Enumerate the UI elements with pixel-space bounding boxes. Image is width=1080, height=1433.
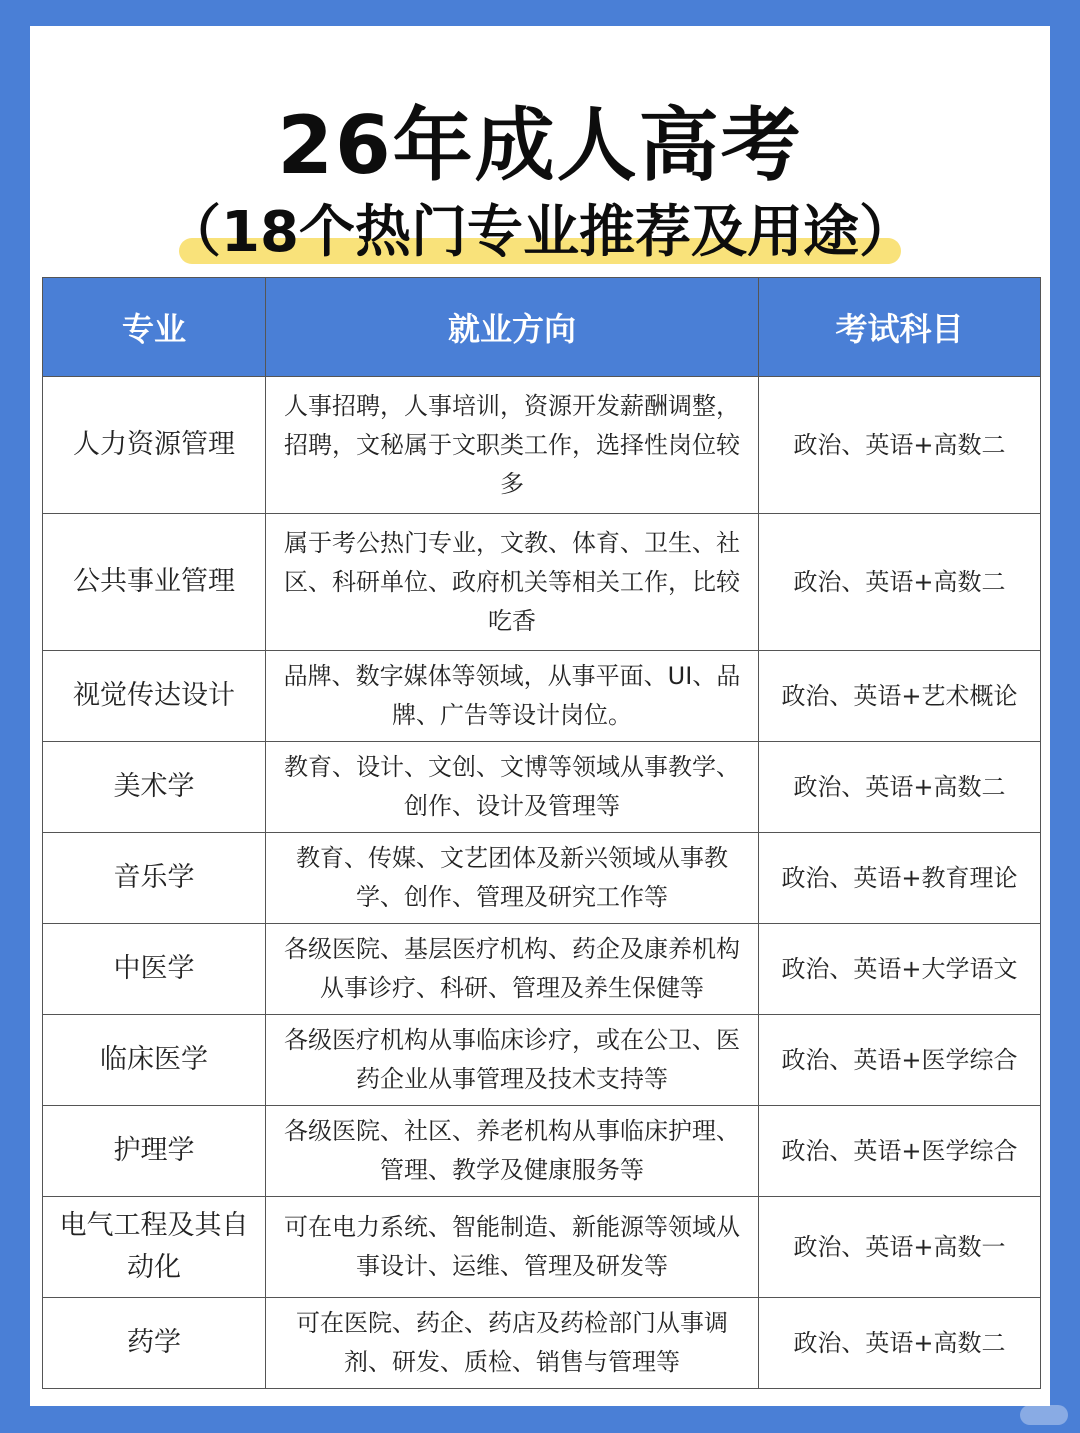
table-row [43,1106,1041,1197]
table-row [43,514,1041,651]
job-cell: 可在医院、药企、药店及药检部门从事调剂、研发、质检、销售与管理等 [266,1298,759,1389]
table-row [43,651,1041,742]
column-header-subjects: 考试科目 [759,278,1041,377]
subjects-cell: 政治、英语+高数一 [759,1197,1041,1298]
table-row [43,742,1041,833]
page-subtitle [161,198,919,268]
subjects-cell: 政治、英语+高数二 [759,514,1041,651]
column-header-job: 就业方向 [266,278,759,377]
job-cell: 教育、传媒、文艺团体及新兴领域从事教学、创作、管理及研究工作等 [266,833,759,924]
watermark-badge [1020,1405,1068,1425]
major-cell: 美术学 [43,742,266,833]
major-cell: 药学 [43,1298,266,1389]
major-cell: 视觉传达设计 [43,651,266,742]
major-cell: 护理学 [43,1106,266,1197]
subjects-cell: 政治、英语+大学语文 [759,924,1041,1015]
major-cell: 临床医学 [43,1015,266,1106]
subjects-cell: 政治、英语+高数二 [759,1298,1041,1389]
table-row [43,1197,1041,1298]
major-cell: 人力资源管理 [43,377,266,514]
subjects-cell: 政治、英语+医学综合 [759,1106,1041,1197]
table-row [43,924,1041,1015]
major-cell: 中医学 [43,924,266,1015]
subjects-cell: 政治、英语+高数二 [759,742,1041,833]
page-subtitle-text: （18个热门专业推荐及用途） [165,200,915,265]
job-cell: 各级医疗机构从事临床诊疗，或在公卫、医药企业从事管理及技术支持等 [266,1015,759,1106]
subtitle-wrap [30,198,1050,268]
column-header-major: 专业 [43,278,266,377]
subjects-cell: 政治、英语+艺术概论 [759,651,1041,742]
major-cell: 电气工程及其自动化 [43,1197,266,1298]
content-card [30,26,1050,1406]
table-row [43,833,1041,924]
table-row [43,1015,1041,1106]
majors-table [42,277,1041,1389]
major-cell: 公共事业管理 [43,514,266,651]
subjects-cell: 政治、英语+医学综合 [759,1015,1041,1106]
page-title: 26年成人高考 [277,99,803,192]
job-cell: 各级医院、社区、养老机构从事临床护理、管理、教学及健康服务等 [266,1106,759,1197]
job-cell: 人事招聘，人事培训，资源开发薪酬调整，招聘，文秘属于文职类工作，选择性岗位较多 [266,377,759,514]
job-cell: 各级医院、基层医疗机构、药企及康养机构从事诊疗、科研、管理及养生保健等 [266,924,759,1015]
table-row [43,1298,1041,1389]
subjects-cell: 政治、英语+教育理论 [759,833,1041,924]
subjects-cell: 政治、英语+高数二 [759,377,1041,514]
job-cell: 属于考公热门专业，文教、体育、卫生、社区、科研单位、政府机关等相关工作，比较吃香 [266,514,759,651]
major-cell: 音乐学 [43,833,266,924]
job-cell: 教育、设计、文创、文博等领域从事教学、创作、设计及管理等 [266,742,759,833]
table-header-row [43,278,1041,377]
job-cell: 品牌、数字媒体等领域，从事平面、UI、品牌、广告等设计岗位。 [266,651,759,742]
job-cell: 可在电力系统、智能制造、新能源等领域从事设计、运维、管理及研发等 [266,1197,759,1298]
table-row [43,377,1041,514]
